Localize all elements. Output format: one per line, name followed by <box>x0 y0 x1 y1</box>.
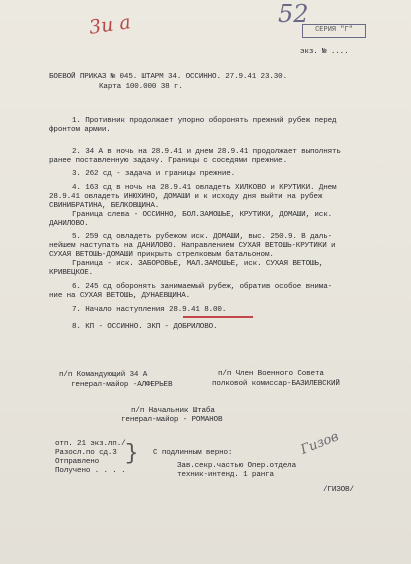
distributed: Разосл.по сд.3 <box>55 449 117 457</box>
clerk-name: /ГИЗОВ/ <box>323 486 354 494</box>
item-4-line-4: Граница слева - ОССИННО, БОЛ.ЗАМОШЬЕ, КРУТИКИ, ДОМАШИ, иск. <box>72 211 333 219</box>
commander-title: п/п Командующий 34 А <box>59 371 148 379</box>
item-4-line-5: ДАНИЛОВО. <box>49 220 89 228</box>
item-1-line-2: фронтом армии. <box>49 126 111 134</box>
clerk-title: Зав.секр.частью Опер.отдела <box>177 462 296 470</box>
verified-copy: С подлинным верно: <box>153 449 233 457</box>
item-4-line-1: 4. 163 сд в ночь на 28.9.41 овладеть ХИЛКОВО и КРУТИКИ. Днем <box>72 184 337 192</box>
item-5-line-5: КРИВЕЦКОЕ. <box>49 269 94 277</box>
item-2-line-1: 2. 34 А в ночь на 28.9.41 и днем 28.9.41 продолжает выполнять <box>72 148 341 156</box>
item-5-line-1: 5. 259 сд овладеть рубежом иск. ДОМАШИ, выс. 250.9. В даль- <box>72 233 333 241</box>
item-4-line-2: 28.9.41 овладеть ИНЮХИНО, ДОМАШИ и к исходу дня выйти на рубеж <box>49 193 323 201</box>
brace-icon: } <box>125 441 139 466</box>
item-8-line-1: 8. КП - ОССИННО. ЗКП - ДОБРИЛОВО. <box>72 323 218 331</box>
handwritten-signature: Гизов <box>298 429 341 458</box>
order-title: БОЕВОЙ ПРИКАЗ № 045. ШТАРМ 34. ОССИННО. 27.9.41 23.30. <box>49 73 287 81</box>
clerk-rank: техник-интенд. 1 ранга <box>177 471 274 479</box>
copy-number: экз. № .... <box>300 48 349 56</box>
item-5-line-2: нейшем наступать на ДАНИЛОВО. Направлением СУХАЯ ВЕТОШЬ-КРУТИКИ и <box>49 242 336 250</box>
commander-name: генерал-майор -АЛФЕРЬЕВ <box>71 381 173 389</box>
item-3-line-1: 3. 262 сд - задача и границы прежние. <box>72 170 236 178</box>
red-underline <box>183 316 253 318</box>
item-5-line-4: Граница - иск. ЗАБОРОВЬЕ, МАЛ.ЗАМОШЬЕ, иск. СУХАЯ ВЕТОШЬ, <box>72 260 324 268</box>
received: Получено . . . . <box>55 467 126 475</box>
council-member-title: п/п Член Военного Совета <box>218 370 324 378</box>
series-stamp: СЕРИЯ "Г" <box>302 24 366 38</box>
sent: Отправлено <box>55 458 100 466</box>
chief-of-staff-title: п/п Начальник Штаба <box>131 407 215 415</box>
item-6-line-1: 6. 245 сд оборонять занимаемый рубеж, обратив особое внима- <box>72 283 333 291</box>
page-number: 52 <box>278 0 309 28</box>
item-5-line-3: СУХАЯ ВЕТОШЬ-ДОМАШИ прикрыть стрелковым батальоном. <box>49 251 274 259</box>
item-6-line-2: ние на СУХАЯ ВЕТОШЬ, ДУНАЕВЩИНА. <box>49 292 191 300</box>
council-member-name: полковой комиссар-БАЗИЛЕВСКИЙ <box>212 380 340 388</box>
handwritten-mark: 3и а <box>87 11 133 39</box>
item-2-line-2: ранее поставленную задачу. Границы с соседями прежние. <box>49 157 287 165</box>
copies-printed: отп. 21 экз.лп./ <box>55 440 126 448</box>
chief-of-staff-name: генерал-майор - РОМАНОВ <box>121 416 223 424</box>
item-7-line-1: 7. Начало наступления 28.9.41 8.00. <box>72 306 227 314</box>
map-reference: Карта 100.000 38 г. <box>99 83 183 91</box>
item-1-line-1: 1. Противник продолжает упорно оборонять прежний рубеж перед <box>72 117 337 125</box>
item-4-line-3: СВИНИБРАТИНА, БЕЛКОВЩИНА. <box>49 202 160 210</box>
